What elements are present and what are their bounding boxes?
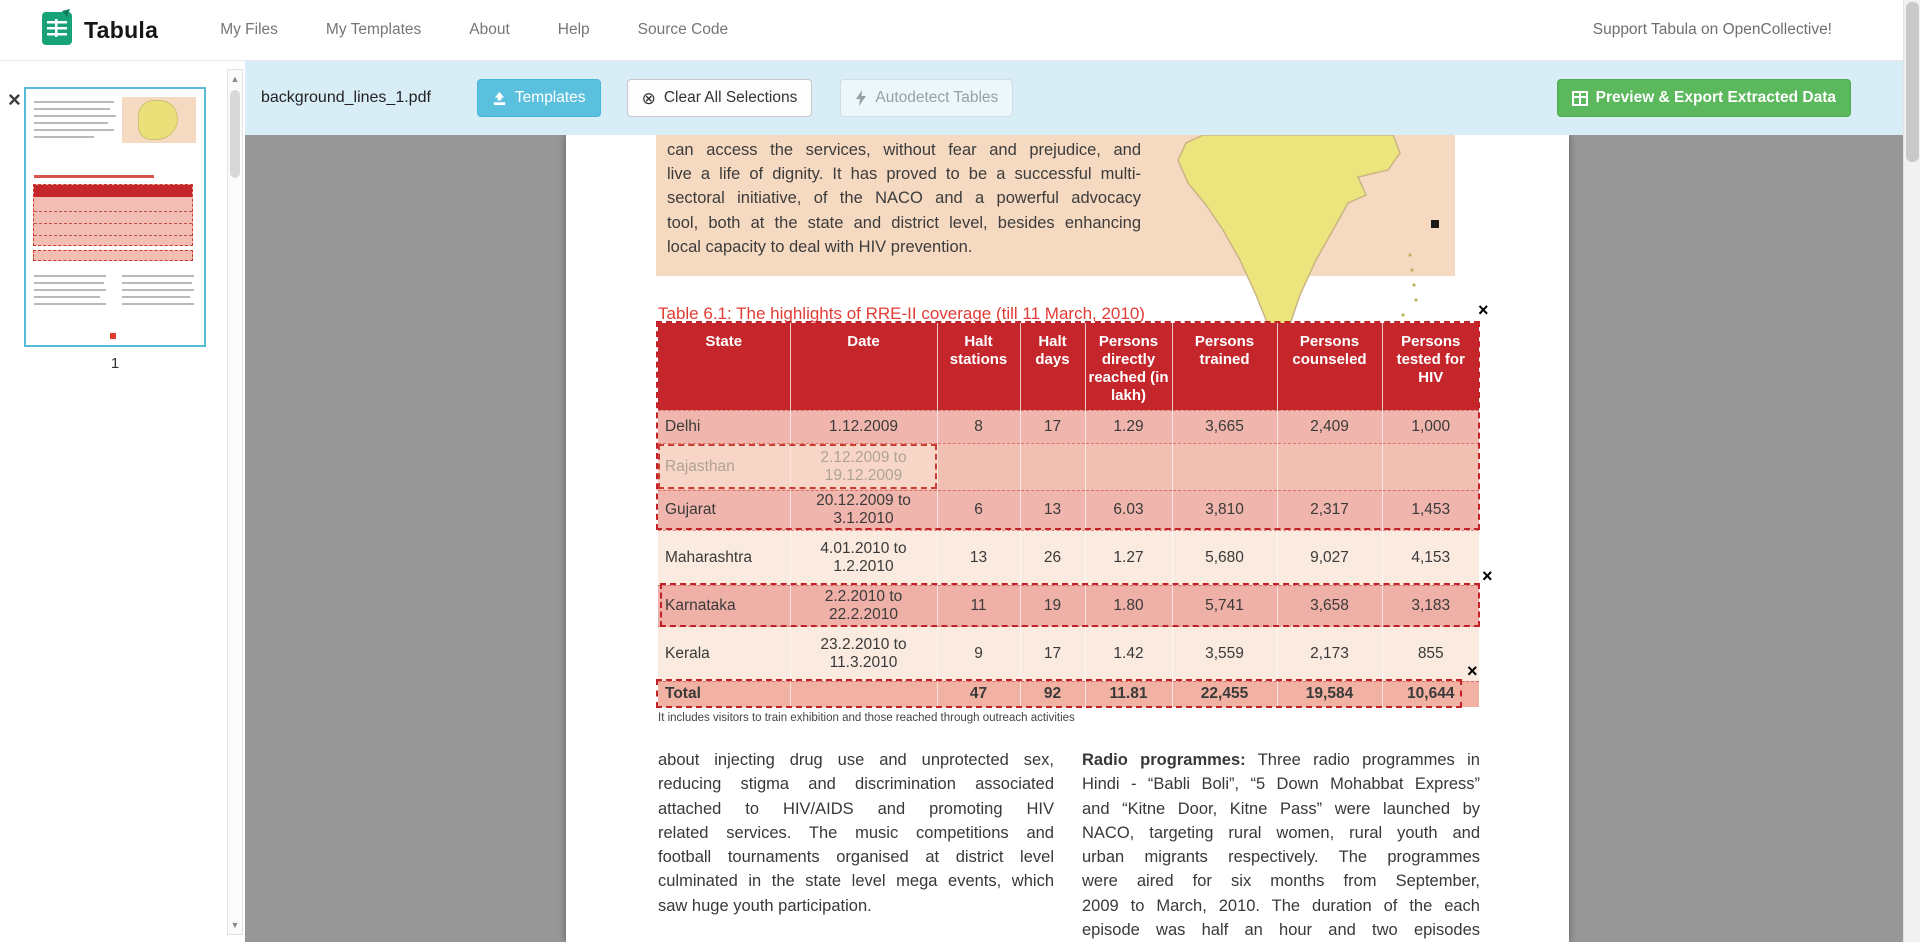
table-row-maharashtra xyxy=(658,530,1479,585)
lightning-icon xyxy=(855,90,867,106)
intro-line: tool, both at the state and district level, besides enhancing xyxy=(667,213,1141,232)
thumb-text-line xyxy=(34,108,110,110)
table-cell: 19,584 xyxy=(1277,681,1382,707)
table-cell: 13 xyxy=(1020,490,1085,530)
table-cell: 47 xyxy=(937,681,1020,707)
table-cell: 2,317 xyxy=(1277,490,1382,530)
table-cell: 11.81 xyxy=(1085,681,1172,707)
table-cell: 20.12.2009 to 3.1.2010 xyxy=(790,490,937,530)
export-button[interactable] xyxy=(1557,79,1851,117)
thumb-text-line xyxy=(122,275,194,277)
remove-selection-icon[interactable]: × xyxy=(1478,300,1489,320)
table-header-cell: Date xyxy=(790,323,937,410)
table-cell: 17 xyxy=(1020,410,1085,443)
intro-line: live a life of dignity. It has proved to be a successful multi- xyxy=(667,165,1141,184)
table-header-cell: Halt days xyxy=(1020,323,1085,410)
table-cell: 1,000 xyxy=(1382,410,1479,443)
table-cell: 92 xyxy=(1020,681,1085,707)
nav-item-about[interactable]: About xyxy=(469,21,510,38)
table-cell: 5,741 xyxy=(1172,585,1277,626)
thumb-text-line xyxy=(34,129,114,131)
nav-item-my-files[interactable]: My Files xyxy=(220,21,278,38)
body-line: about injecting drug use and unprotected sex, xyxy=(658,751,1054,769)
table-cell: 1.42 xyxy=(1085,626,1172,681)
table-cell: Karnataka xyxy=(658,585,790,626)
body-line: episode was half an hour and two episodes xyxy=(1082,921,1480,940)
thumb-map xyxy=(122,97,196,143)
clear-circle-x-icon: ⊗ xyxy=(641,88,656,108)
table-cell: 1.29 xyxy=(1085,410,1172,443)
toolbar xyxy=(245,61,1903,135)
table-header-cell: State xyxy=(658,323,790,410)
body-line-text: Three radio programmes in xyxy=(1245,751,1480,769)
body-column-left xyxy=(658,748,1054,918)
body-line: attached to HIV/AIDS and promoting HIV xyxy=(658,799,1054,818)
thumb-text-line xyxy=(122,289,194,291)
body-line: Hindi - “Babli Boli”, “5 Down Mohabbat Express” xyxy=(1082,775,1480,794)
table-cell: 3,665 xyxy=(1172,410,1277,443)
tabula-logo-icon xyxy=(40,9,74,52)
thumb-text-line xyxy=(34,136,94,138)
pdf-viewer xyxy=(245,135,1903,942)
body-line: reducing stigma and discrimination associated xyxy=(658,775,1054,794)
table-cell: 10,644 xyxy=(1382,681,1479,707)
nav-item-my-templates[interactable]: My Templates xyxy=(325,21,422,38)
thumb-text-line xyxy=(34,303,106,305)
support-link[interactable]: Support Tabula on OpenCollective! xyxy=(1592,21,1832,38)
body-line: and “Kitne Door, Kitne Pass” were launched by xyxy=(1082,799,1480,818)
body-line xyxy=(1082,748,1480,772)
thumb-table xyxy=(33,184,193,246)
templates-button-label: Templates xyxy=(514,89,586,106)
table-cell: 23.2.2010 to 11.3.2010 xyxy=(790,626,937,681)
table-cell: 11 xyxy=(937,585,1020,626)
autodetect-tables-label: Autodetect Tables xyxy=(875,89,999,106)
thumb-text-line xyxy=(34,282,104,284)
window-scrollbar-thumb[interactable] xyxy=(1906,2,1919,162)
templates-button[interactable] xyxy=(477,79,601,117)
selection-box-3[interactable] xyxy=(656,679,1462,708)
table-cell: Total xyxy=(658,681,790,707)
body-line: football tournaments organised at district level xyxy=(658,848,1054,867)
window-scrollbar[interactable] xyxy=(1903,0,1920,942)
nav-item-source-code[interactable]: Source Code xyxy=(637,21,729,38)
brand-name: Tabula xyxy=(84,16,159,43)
table-row-kerala xyxy=(658,626,1479,681)
table-cell: 1.27 xyxy=(1085,530,1172,585)
thumb-text-line xyxy=(34,115,116,117)
table-cell: 22,455 xyxy=(1172,681,1277,707)
intro-line: can access the services, without fear and prejudice, and xyxy=(667,141,1141,159)
autodetect-tables-button[interactable] xyxy=(840,79,1013,117)
table-header-cell: Persons counseled xyxy=(1277,323,1382,410)
thumb-text-line xyxy=(122,303,194,305)
clear-selections-button[interactable] xyxy=(627,79,813,117)
intro-paragraph xyxy=(667,138,1141,259)
scroll-down-icon[interactable]: ▼ xyxy=(230,920,240,930)
body-line: related services. The music competitions and xyxy=(658,823,1054,842)
filename-label: background_lines_1.pdf xyxy=(261,89,431,106)
thumb-selection-box xyxy=(33,250,193,261)
table-cell: 17 xyxy=(1020,626,1085,681)
thumb-text-line xyxy=(34,122,108,124)
table-cell: 6 xyxy=(937,490,1020,530)
selection-box-2[interactable] xyxy=(660,583,1480,627)
table-cell: 2,409 xyxy=(1277,410,1382,443)
table-cell: 26 xyxy=(1020,530,1085,585)
thumb-text-line xyxy=(34,289,106,291)
table-header-cell: Persons directly reached (in lakh) xyxy=(1085,323,1172,410)
table-cell: 3,559 xyxy=(1172,626,1277,681)
page-thumbnail[interactable] xyxy=(24,87,206,347)
table-cell: 13 xyxy=(937,530,1020,585)
intro-line: local capacity to deal with HIV prevention. xyxy=(667,237,973,256)
sidebar-scrollbar[interactable] xyxy=(227,69,243,935)
scroll-up-icon[interactable]: ▲ xyxy=(230,74,240,84)
table-cell: 1,453 xyxy=(1382,490,1479,530)
table-cell: Maharashtra xyxy=(658,530,790,585)
table-header-cell: Halt stations xyxy=(937,323,1020,410)
table-cell: 2,173 xyxy=(1277,626,1382,681)
table-cell: Gujarat xyxy=(658,490,790,530)
table-cell: 3,183 xyxy=(1382,585,1479,626)
body-line: 2009 to March, 2010. The duration of the each xyxy=(1082,896,1480,915)
body-line: were aired for six months from September, xyxy=(1082,872,1480,891)
remove-page-icon[interactable]: × xyxy=(8,87,21,112)
table-cell: 9 xyxy=(937,626,1020,681)
main-nav xyxy=(220,21,728,39)
remove-selection-icon[interactable]: × xyxy=(1467,661,1478,681)
table-cell: 9,027 xyxy=(1277,530,1382,585)
table-header-cell: Persons trained xyxy=(1172,323,1277,410)
table-cell: 1.12.2009 xyxy=(790,410,937,443)
thumb-text-line xyxy=(122,296,190,298)
upload-template-icon xyxy=(492,91,507,106)
table-cell: 1.80 xyxy=(1085,585,1172,626)
body-line: NACO, targeting rural women, rural youth and xyxy=(1082,823,1480,842)
nav-item-help[interactable]: Help xyxy=(557,21,590,38)
thumb-table-title xyxy=(34,175,154,178)
sidebar-scrollbar-thumb[interactable] xyxy=(230,90,240,178)
table-cell: 3,658 xyxy=(1277,585,1382,626)
thumbnail-page-number: 1 xyxy=(110,355,120,372)
table-cell: 4.01.2010 to 1.2.2010 xyxy=(790,530,937,585)
table-cell: 855 xyxy=(1382,626,1479,681)
thumb-marker xyxy=(110,333,116,339)
table-cell: 6.03 xyxy=(1085,490,1172,530)
table-cell: Kerala xyxy=(658,626,790,681)
navbar xyxy=(0,0,1920,61)
clear-selections-label: Clear All Selections xyxy=(663,89,798,106)
table-cell: 8 xyxy=(937,410,1020,443)
radio-programmes-label: Radio programmes: xyxy=(1082,751,1246,769)
table-header-cell: Persons tested for HIV xyxy=(1382,323,1479,410)
body-line: saw huge youth participation. xyxy=(658,896,872,915)
table-footnote: It includes visitors to train exhibition and those reached through outreach activities xyxy=(658,712,1075,724)
body-column-right xyxy=(1082,748,1480,942)
table-cell: 19 xyxy=(1020,585,1085,626)
table-cell: 3,810 xyxy=(1172,490,1277,530)
table-cell: Delhi xyxy=(658,410,790,443)
remove-selection-icon[interactable]: × xyxy=(1482,566,1493,586)
brand[interactable] xyxy=(40,9,158,52)
table-title: Table 6.1: The highlights of RRE-II coverage (till 11 March, 2010) xyxy=(658,304,1145,323)
table-cell: 5,680 xyxy=(1172,530,1277,585)
table-cell: 4,153 xyxy=(1382,530,1479,585)
thumb-text-line xyxy=(34,296,100,298)
body-line: urban migrants respectively. The programmes xyxy=(1082,848,1480,867)
export-button-label: Preview & Export Extracted Data xyxy=(1595,89,1836,106)
thumb-text-line xyxy=(34,275,106,277)
body-line: culminated in the state level mega events, which xyxy=(658,872,1054,891)
table-grid-icon xyxy=(1572,91,1588,106)
table-cell: 2.2.2010 to 22.2.2010 xyxy=(790,585,937,626)
thumb-text-line xyxy=(34,101,114,103)
pdf-page[interactable] xyxy=(566,135,1569,942)
selection-box-1[interactable] xyxy=(656,321,1480,530)
intro-line: sectoral initiative, of the NACO and a powerful advocacy xyxy=(667,189,1141,208)
sidebar xyxy=(0,61,245,942)
thumb-text-line xyxy=(122,282,192,284)
